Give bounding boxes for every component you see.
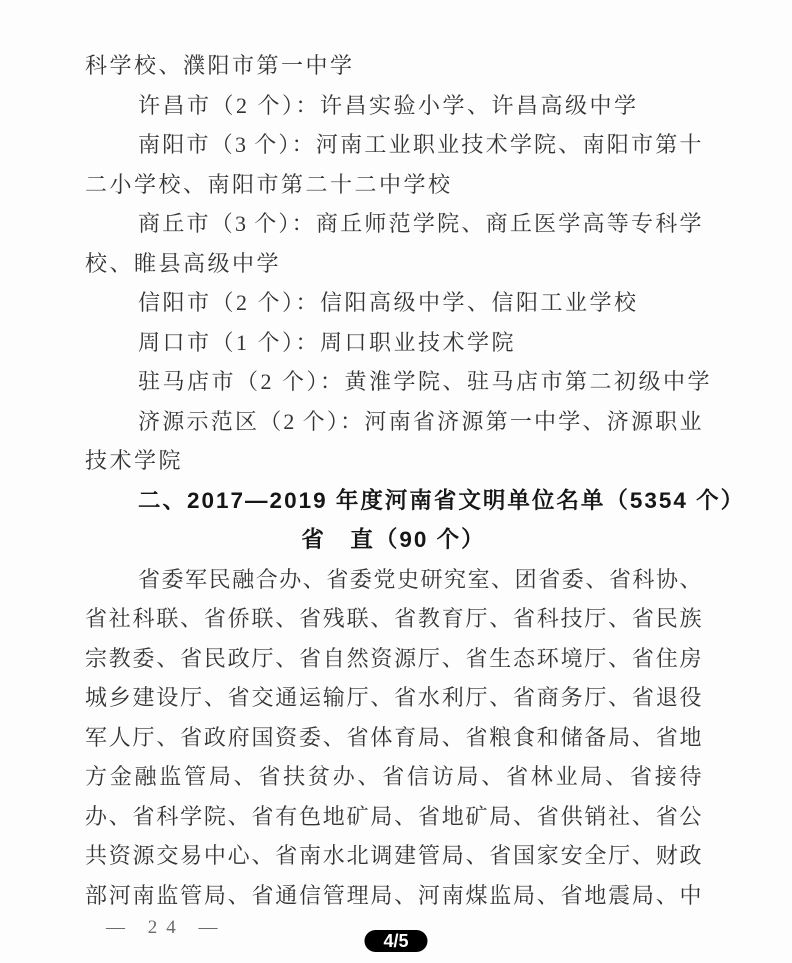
text-line: 军人厅、省政府国资委、省体育局、省粮食和储备局、省地 xyxy=(85,724,702,750)
text-line: 宗教委、省民政厅、省自然资源厅、省生态环境厅、省住房 xyxy=(85,645,702,671)
text-line: 周口市（1 个）：周口职业技术学院 xyxy=(138,329,517,355)
text-line: 部河南监管局、省通信管理局、河南煤监局、省地震局、中 xyxy=(85,882,702,908)
text-line: 城乡建设厅、省交通运输厅、省水利厅、省商务厅、省退役 xyxy=(85,685,702,710)
text-line: 驻马店市（2 个）：黄淮学院、驻马店市第二初级中学 xyxy=(138,369,713,394)
page-number: — 24 — xyxy=(106,917,227,938)
text-line: 济源示范区（2 个）：河南省济源第一中学、济源职业 xyxy=(138,408,702,434)
text-line: 办、省科学院、省有色地矿局、省地矿局、省供销社、省公 xyxy=(85,803,702,829)
text-line: 校、睢县高级中学 xyxy=(85,250,282,276)
document-body xyxy=(85,46,746,915)
text-line: 信阳市（2 个）：信阳高级中学、信阳工业学校 xyxy=(138,290,639,315)
pager-badge: 4/5 xyxy=(364,930,427,952)
text-line: 科学校、濮阳市第一中学 xyxy=(85,53,355,78)
text-line: 二、2017—2019 年度河南省文明单位名单（5354 个） xyxy=(138,487,746,513)
text-line: 技术学院 xyxy=(85,448,184,473)
text-line: 商丘市（3 个）：商丘师范学院、商丘医学高等专科学 xyxy=(138,211,702,236)
text-line: 共资源交易中心、省南水北调建管局、省国家安全厅、财政 xyxy=(85,843,702,868)
text-line: 许昌市（2 个）：许昌实验小学、许昌高级中学 xyxy=(138,92,639,118)
text-line: 南阳市（3 个）：河南工业职业技术学院、南阳市第十 xyxy=(138,132,702,157)
text-line: 二小学校、南阳市第二十二中学校 xyxy=(85,171,453,197)
text-line: 省社科联、省侨联、省残联、省教育厅、省科技厅、省民族 xyxy=(85,606,702,631)
text-line: 方金融监管局、省扶贫办、省信访局、省林业局、省接待 xyxy=(85,764,702,789)
text-line: 省 直（90 个） xyxy=(301,527,486,552)
text-line: 省委军民融合办、省委党史研究室、团省委、省科协、 xyxy=(138,566,702,592)
